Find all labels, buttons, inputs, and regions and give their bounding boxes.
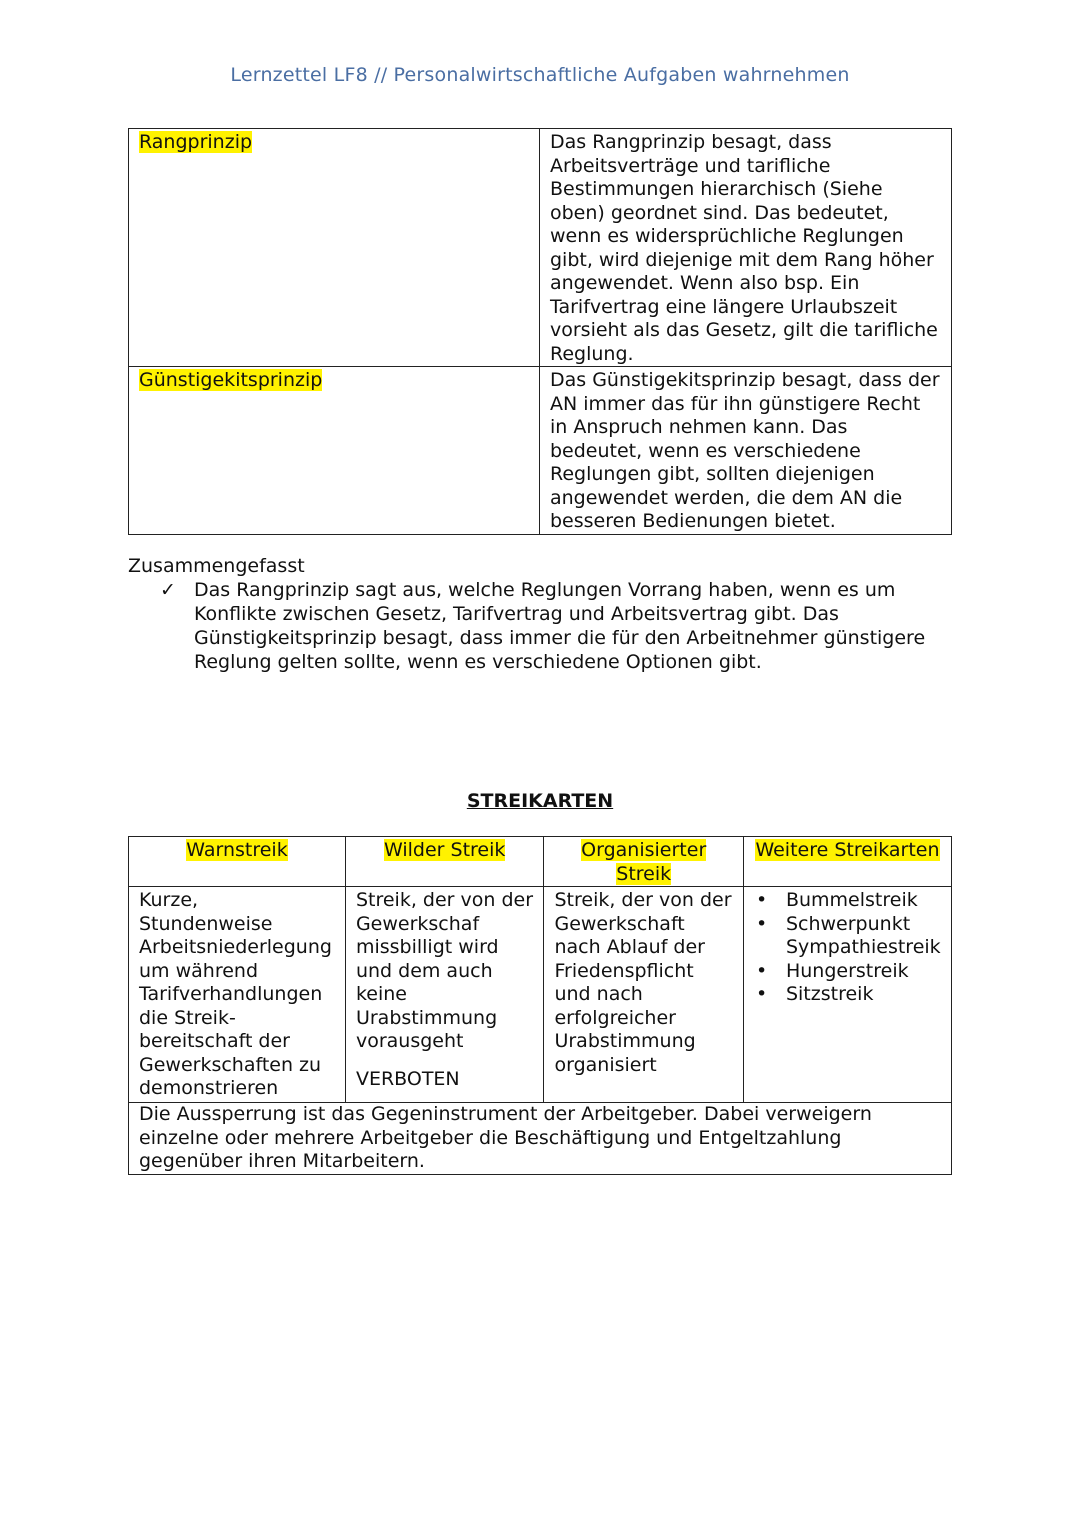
description-rangprinzip: Das Rangprinzip besagt, dass Arbeitsverträge und tarifliche Bestimmungen hierarchisch (Siehe oben) geordnet sind. Das bedeutet, wenn es widersprüchliche Reglungen gibt, wird diejenige mit dem Rang höher angewendet. Wenn also bsp. Ein Tarifvertrag eine längere Urlaubszeit vorsieht als das Gesetz, gilt die tarifliche Reglung. (540, 129, 952, 367)
principles-table (128, 128, 952, 535)
table-row (129, 1103, 952, 1175)
verboten-label: VERBOTEN (355, 1067, 460, 1090)
table-row (129, 129, 952, 367)
term-guenstigkeitsprinzip: Günstigekitsprinzip (139, 369, 323, 391)
summary-heading: Zusammengefasst (128, 555, 305, 577)
header-weitere-streikarten: Weitere Streikarten (743, 837, 951, 887)
wilder-streik-text: Streik, der von der Gewerkschaf missbilligt wird und dem auch keine Urabstimmung vorausgeht (355, 889, 534, 1052)
page-header: Lernzettel LF8 // Personalwirtschaftliche Aufgaben wahrnehmen (230, 64, 850, 86)
summary-section (128, 554, 958, 674)
summary-text: Das Rangprinzip sagt aus, welche Reglungen Vorrang haben, wenn es um Konflikte zwischen Gesetz, Tarifvertrag und Arbeitsvertrag gibt. Das Günstigkeitsprinzip besagt, dass immer die für den Arbeitnehmer günstigere Reglung gelten sollte, wenn es verschiedene Optionen gibt. (194, 579, 926, 673)
description-guenstigkeitsprinzip: Das Günstigekitsprinzip besagt, dass der AN immer das für ihn günstigere Recht in Anspruch nehmen kann. Das bedeutet, wenn es verschiedene Reglungen gibt, sollten diejenigen angewendet werden, die dem AN die besseren Bedienungen bietet. (540, 367, 952, 535)
cell-organisierter-streik: Streik, der von der Gewerkschaft nach Ablauf der Friedenspflicht und nach erfolgreicher Urabstimmung organisiert (544, 887, 744, 1103)
cell-warnstreik: Kurze, Stundenweise Arbeitsniederlegung um während Tarifverhandlungen die Streik-bereitschaft der Gewerkschaften zu demonstrieren (129, 887, 346, 1103)
aussperrung-text: Die Aussperrung ist das Gegeninstrument der Arbeitgeber. Dabei verweigern einzelne oder mehrere Arbeitgeber die Beschäftigung und Entgeltzahlung gegenüber ihren Mitarbeitern. (129, 1103, 952, 1175)
section-title-streikarten: STREIKARTEN (466, 790, 614, 812)
cell-weitere-streikarten (743, 887, 951, 1103)
streikarten-table (128, 836, 952, 1175)
header-wilder-streik: Wilder Streik (345, 837, 544, 887)
summary-list-item (160, 578, 958, 674)
list-item: • Hungerstreik (754, 960, 941, 984)
table-row (129, 367, 952, 535)
table-header-row (129, 837, 952, 887)
cell-wilder-streik (345, 887, 544, 1103)
term-cell (129, 367, 540, 535)
term-rangprinzip: Rangprinzip (139, 131, 253, 153)
header-organisierter-streik: Organisierter Streik (544, 837, 744, 887)
list-item: • Schwerpunkt Sympathiestreik (754, 913, 941, 960)
weitere-list (754, 889, 941, 1007)
header-warnstreik: Warnstreik (129, 837, 346, 887)
table-row (129, 887, 952, 1103)
checkmark-icon: ✓ (160, 579, 176, 601)
list-item: • Bummelstreik (754, 889, 941, 913)
term-cell (129, 129, 540, 367)
list-item: • Sitzstreik (754, 983, 941, 1007)
